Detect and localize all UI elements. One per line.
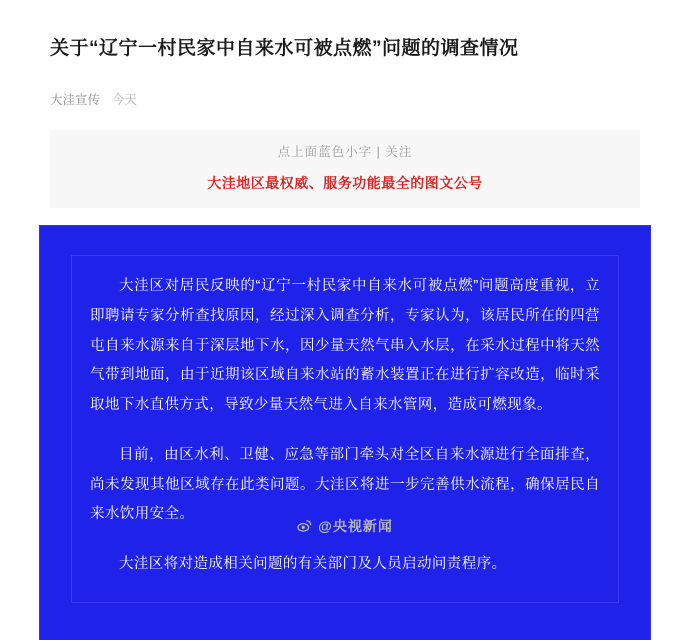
article-page (0, 13, 690, 573)
publish-date: 今天 (112, 92, 138, 107)
notice-inner-frame (71, 255, 619, 602)
account-name[interactable]: 大洼宣传 (50, 92, 101, 107)
article-meta (0, 76, 690, 108)
notice-card (40, 226, 650, 639)
page-title: 关于“辽宁一村民家中自来水可被点燃”问题的调查情况 (50, 37, 519, 59)
notice-paragraph: 大洼区将对造成相关问题的有关部门及人员启动问责程序。 (119, 556, 507, 573)
promo-subscribe-hint[interactable]: 点上面蓝色小字 | 关注 (277, 144, 413, 159)
watermark (0, 516, 690, 536)
promo-slogan: 大洼地区最权威、服务功能最全的图文公号 (207, 174, 483, 191)
notice-paragraph: 大洼区对居民反映的“辽宁一村民家中自来水可被点燃”问题高度重视，立即聘请专家分析查找原因，经过深入调查分析，专家认为，该居民所在的四营屯自来水源来自于深层地下水，因少量天然气串入水层，在采水过程中将天然气带到地面，由于近期该区域自来水站的蓄水装置正在进行扩容改造，临时采取地下水直供方式，导致少量天然气进入自来水管网，造成可燃现象。 (90, 278, 600, 414)
promo-banner (50, 130, 640, 208)
notice-paragraph: 目前，由区水利、卫健、应急等部门牵头对全区自来水源进行全面排查，尚未发现其他区域存在此类问题。大洼区将进一步完善供水流程，确保居民自来水饮用安全。 (90, 446, 600, 523)
watermark-text: @央视新闻 (318, 517, 393, 534)
